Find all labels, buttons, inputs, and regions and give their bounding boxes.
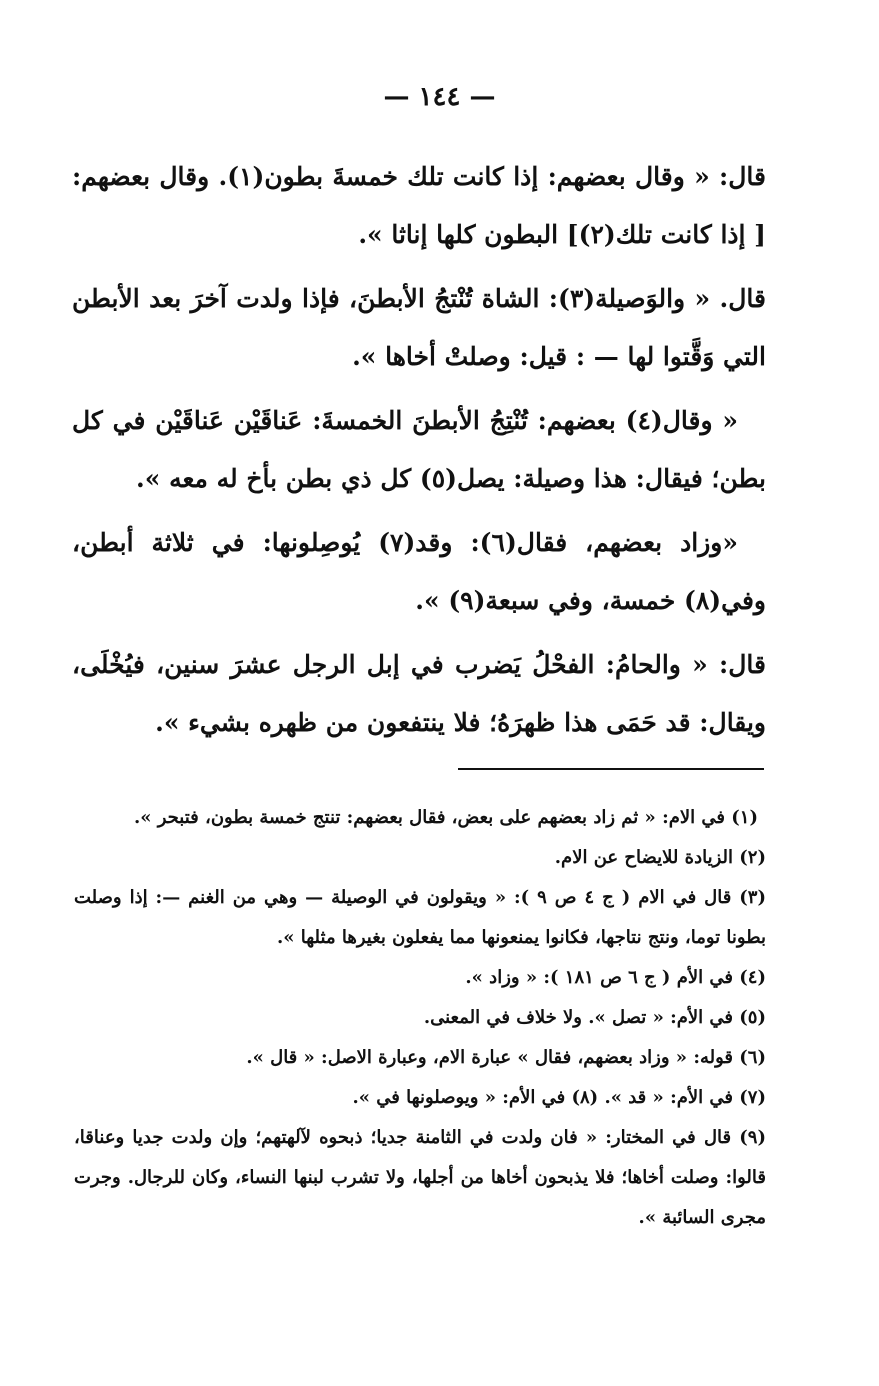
main-text: [72, 148, 766, 758]
footnote-1: (١) في الام: « ثم زاد بعضهم على بعض، فقال بعضهم: تنتج خمسة بطون، فتبحر ».: [133, 807, 758, 828]
paragraph-4: «وزاد بعضهم، فقال(٦): وقد(٧) يُوصِلونها: في ثلاثة أبطن، وفي(٨) خمسة، وفي سبعة(٩) ».: [72, 528, 766, 615]
footnote-4: (٤) في الأم ( ج ٦ ص ١٨١ ): « وزاد ».: [465, 967, 766, 988]
page-number: — ١٤٤ —: [383, 82, 496, 112]
paragraph-2: قال. « والوَصيلة(٣): الشاة تُنْتجُ الأبطنَ، فإذا ولدت آخرَ بعد الأبطن التي وَقَّتوا لها — : قيل: وصلتْ أخاها ».: [72, 284, 766, 371]
footnote-7-8: (٧) في الأم: « قد ». (٨) في الأم: « ويوصلونها في ».: [352, 1087, 766, 1108]
footnote-separator: [458, 768, 764, 770]
paragraph-3: « وقال(٤) بعضهم: تُنْتِجُ الأبطنَ الخمسةَ: عَناقَيْن عَناقَيْن في كل بطن؛ فيقال: هذا وصيلة: يصل(٥) كل ذي بطن بأخ له معه ».: [72, 406, 766, 493]
footnote-5: (٥) في الأم: « تصل ». ولا خلاف في المعنى.: [423, 1007, 766, 1028]
footnote-9: (٩) قال في المختار: « فان ولدت في الثامنة جديا؛ ذبحوه لآلهتهم؛ وإن ولدت جديا وعناقا، قالوا: وصلت أخاها؛ فلا يذبحون أخاها من أجلها، ولا تشرب لبنها النساء، وكان للرجال. وجرت مجرى السائبة ».: [74, 1127, 766, 1228]
footnote-3: (٣) قال في الام ( ج ٤ ص ٩ ): « ويقولون في الوصيلة — وهي من الغنم —: إذا وصلت بطونا توما، ونتج نتاجها، فكانوا يمنعونها مما يفعلون بغيرها مثلها ».: [74, 887, 766, 948]
paragraph-1: قال: « وقال بعضهم: إذا كانت تلك خمسةَ بطون(١). وقال بعضهم: [ إذا كانت تلك(٢)] البطون كلها إناثا ».: [72, 162, 766, 249]
paragraph-5: قال: « والحامُ: الفحْلُ يَضرب في إبل الرجل عشرَ سنين، فيُخْلَى، ويقال: قد حَمَى هذا ظهرَهُ؛ فلا ينتفعون من ظهره بشيء ».: [72, 650, 766, 737]
footnote-2: (٢) الزيادة للايضاح عن الام.: [554, 847, 766, 868]
footnote-6: (٦) قوله: « وزاد بعضهم، فقال » عبارة الام، وعبارة الاصل: « قال ».: [246, 1047, 766, 1068]
footnotes: [74, 798, 766, 1238]
